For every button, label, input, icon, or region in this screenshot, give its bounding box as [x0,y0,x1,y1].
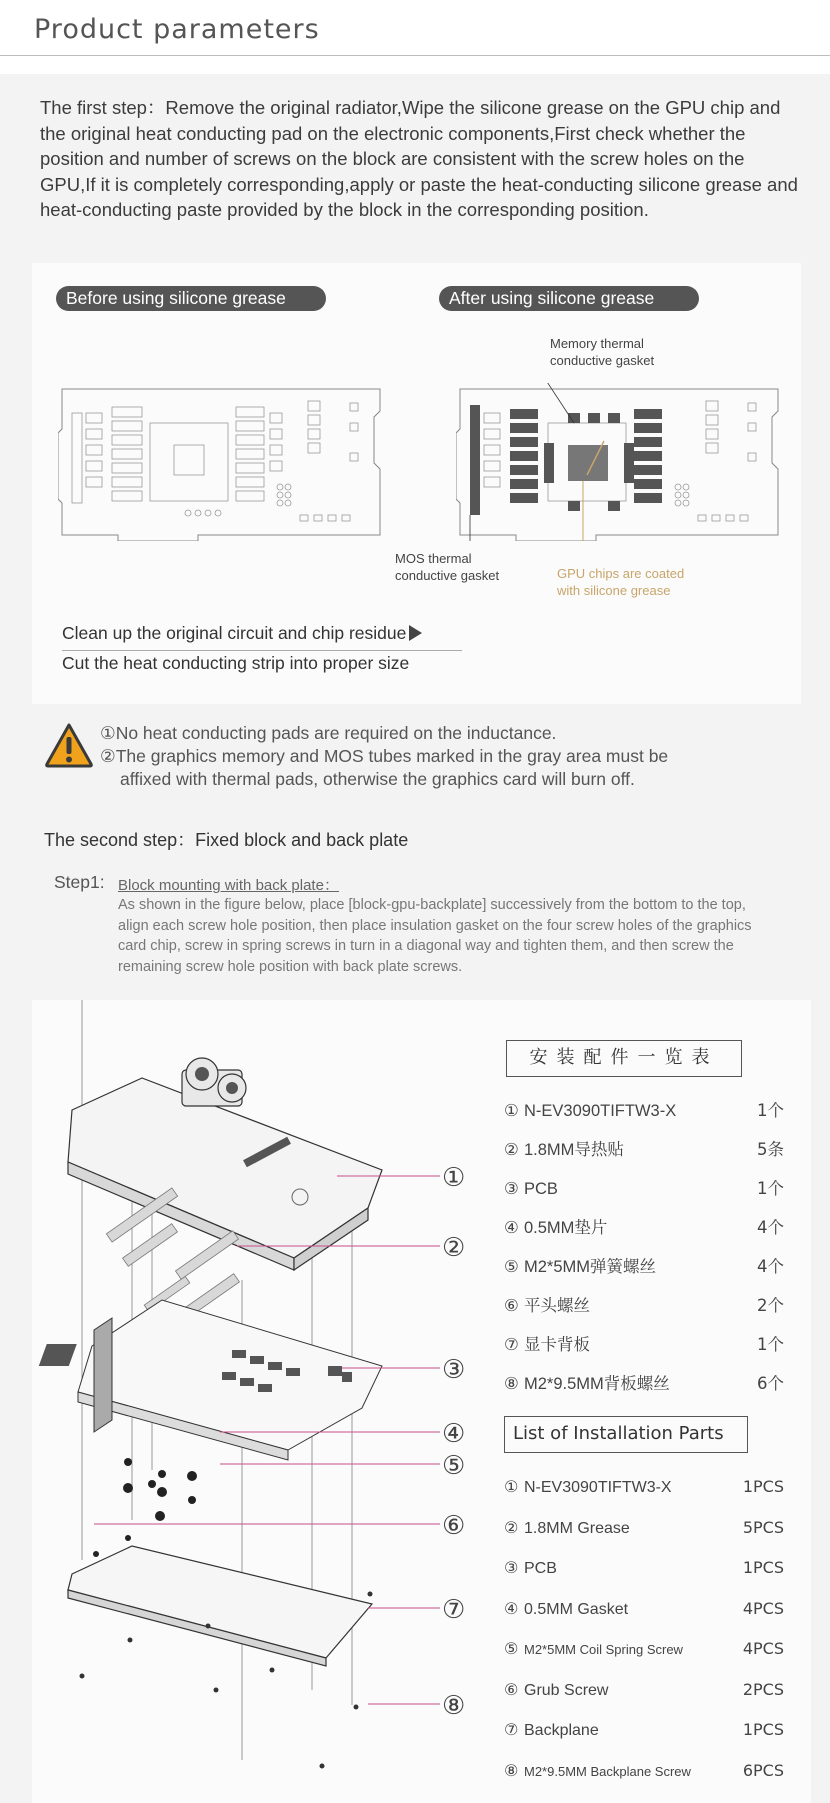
play-arrow-icon [409,625,422,641]
parts-list-cn [504,1091,794,1403]
substep-label: Step1: [54,872,105,892]
parts-table-title-en: List of Installation Parts [504,1416,748,1453]
parts-list-en [504,1467,794,1791]
warning-icon [44,722,94,768]
substep-heading: Block mounting with back plate： [118,877,339,894]
page-title: Product parameters [34,14,320,45]
callout-8: ⑧ [442,1691,466,1721]
warning-text [100,722,800,791]
warning-line2: ②The graphics memory and MOS tubes marked in the gray area must be [100,746,669,766]
clean-text: Clean up the original circuit and chip residue [62,623,407,643]
list-item: ⑦ Backplane 1PCS [504,1720,784,1739]
memory-note-line1: Memory thermal [550,336,644,351]
mos-gasket-note [395,550,499,584]
list-item: ⑤ M2*5MM Coil Spring Screw 4PCS [504,1639,784,1658]
list-item: ⑤ M2*5MM弹簧螺丝 4个 [504,1257,784,1276]
callout-1: ① [442,1163,466,1193]
list-item: ⑦ 显卡背板 1个 [504,1335,784,1354]
before-label: Before using silicone grease [56,286,326,311]
board-before-diagram [58,383,384,541]
callout-6: ⑥ [442,1511,466,1541]
warning-line3: affixed with thermal pads, otherwise the graphics card will burn off. [120,769,635,789]
list-item: ② 1.8MM Grease 5PCS [504,1517,784,1537]
list-item: ① N-EV3090TIFTW3-X 1PCS [504,1477,784,1496]
callout-5: ⑤ [442,1451,466,1481]
memory-gasket-note [550,335,654,369]
gpu-grease-note [557,565,684,599]
list-item: ⑥ 平头螺丝 2个 [504,1296,784,1315]
list-item: ⑧ M2*9.5MM背板螺丝 6个 [504,1374,784,1393]
exploded-assembly-diagram [32,1000,512,1803]
comparison-card [32,263,801,704]
gpu-note-line2: with silicone grease [557,583,671,598]
mos-note-line2: conductive gasket [395,568,500,583]
clean-instruction [62,623,422,644]
list-item: ④ 0.5MM垫片 4个 [504,1218,784,1237]
list-item: ③ PCB 1个 [504,1179,784,1198]
callout-4: ④ [442,1419,466,1449]
callout-7: ⑦ [442,1595,466,1625]
page-header [0,0,830,56]
gpu-note-line1: GPU chips are coated [557,566,685,581]
step1-description: The first step：Remove the original radiator,Wipe the silicone grease on the GPU chip and the original heat conducting pad on the electronic components,First check whether the position and number of screws on the block are consistent with the screw holes on the GPU,If it is completely corresponding,apply or paste the heat-conducting silicone grease and heat-conducting paste provided by the block in the corresponding position. [40,97,798,220]
list-item: ⑥ Grub Screw 2PCS [504,1679,784,1699]
after-label: After using silicone grease [439,286,699,311]
list-item: ① N-EV3090TIFTW3-X 1个 [504,1101,784,1120]
step2-title: The second step：Fixed block and back plate [44,830,409,850]
callout-2: ② [442,1233,466,1263]
list-item: ④ 0.5MM Gasket 4PCS [504,1598,784,1618]
list-item: ⑧ M2*9.5MM Backplane Screw 6PCS [504,1760,784,1780]
parts-table-title-cn: 安装配件一览表 [506,1040,742,1077]
memory-note-line2: conductive gasket [550,353,655,368]
mos-note-line1: MOS thermal [395,551,472,566]
callout-3: ③ [442,1355,466,1385]
cut-instruction: Cut the heat conducting strip into proper size [62,653,410,673]
list-item: ③ PCB 1PCS [504,1558,784,1577]
warning-line1: ①No heat conducting pads are required on the inductance. [100,723,557,743]
instruction-divider [62,650,462,651]
board-after-diagram [456,383,782,541]
substep-body: As shown in the figure below, place [block-gpu-backplate] successively from the bottom to the top, align each screw hole position, then place insulation gasket on the four screw holes of the graphics card chip, screw in spring screws in turn in a diagonal way and tighten them, and then screw the remaining screw hole position with back plate screws. [118,897,752,975]
list-item: ② 1.8MM导热贴 5条 [504,1140,784,1159]
